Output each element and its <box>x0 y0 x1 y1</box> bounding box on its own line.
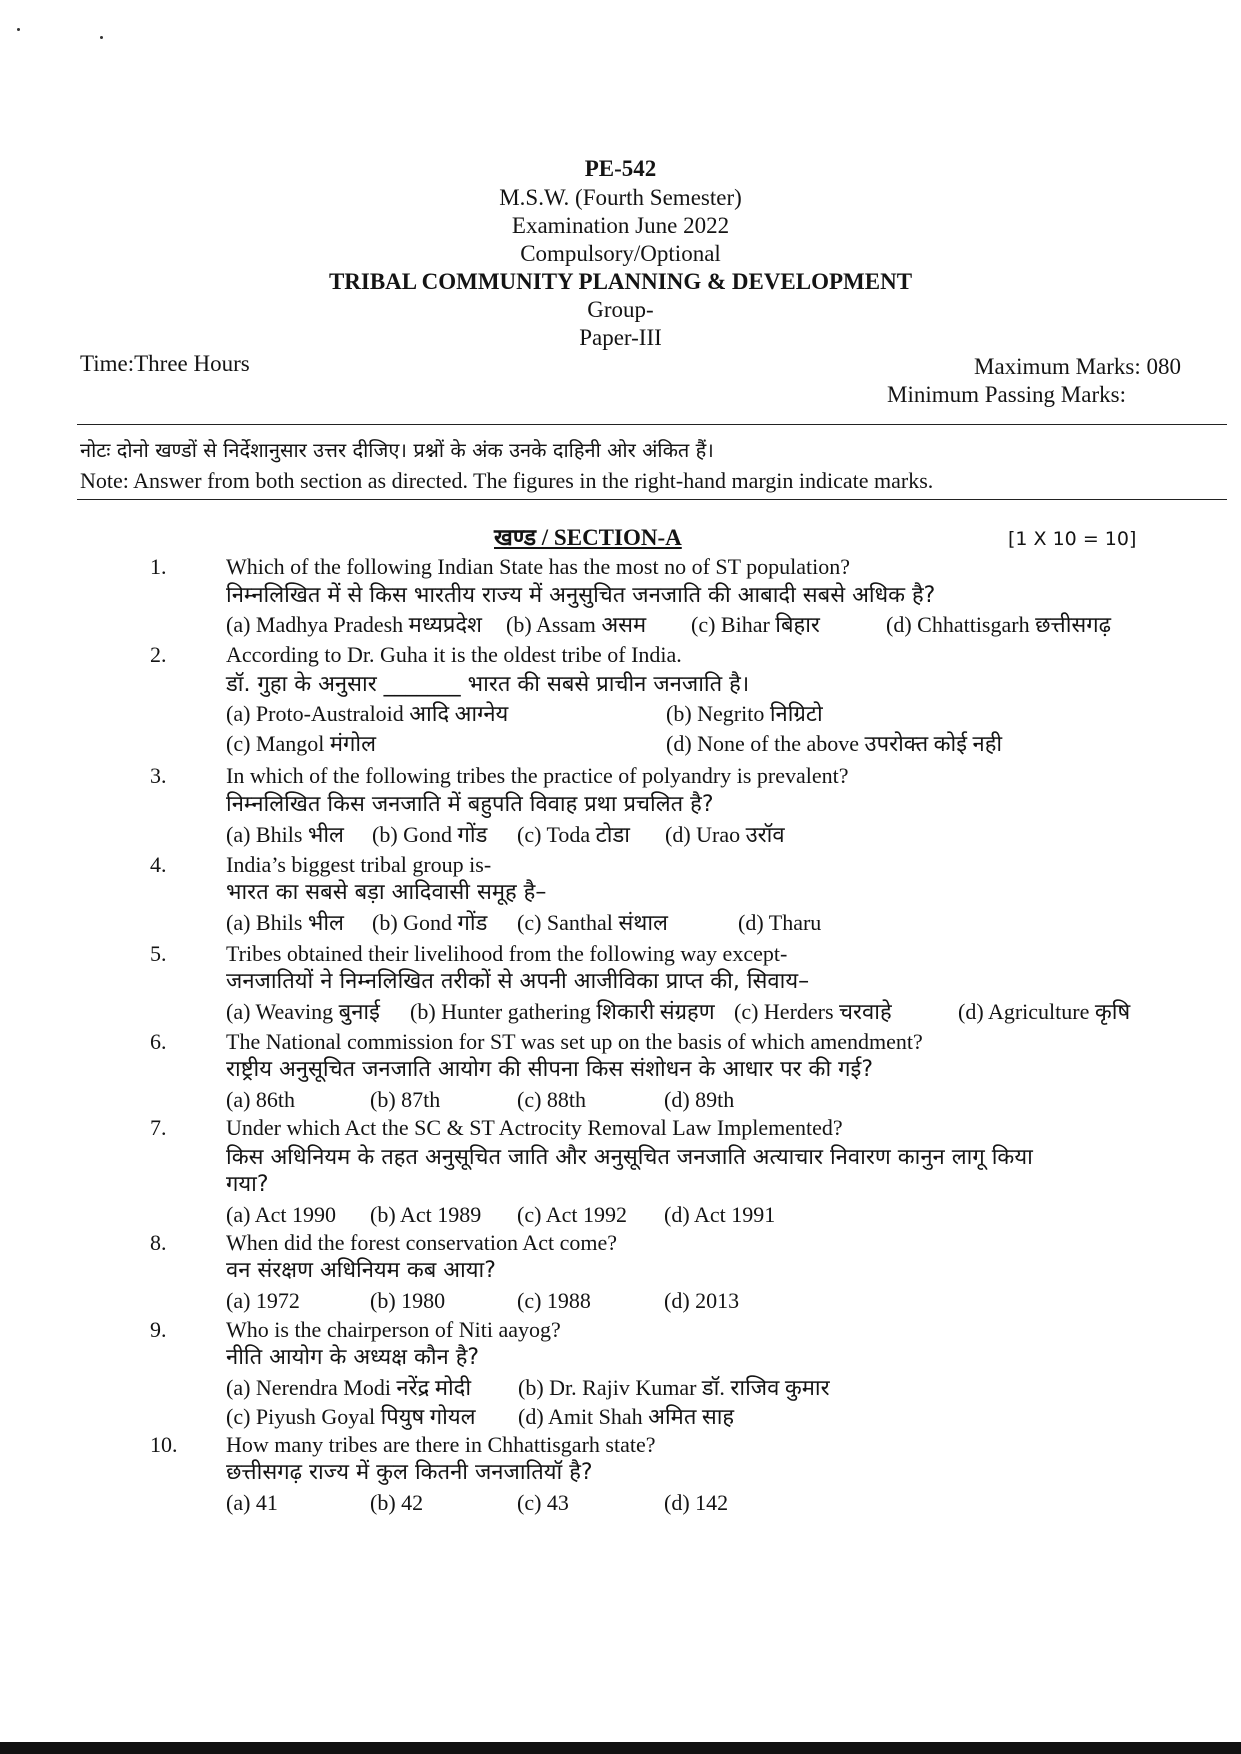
scan-speck <box>100 36 103 39</box>
subject-title: TRIBAL COMMUNITY PLANNING & DEVELOPMENT <box>328 269 913 294</box>
option-b: (b) 42 <box>370 1490 424 1515</box>
question-text-en: Tribes obtained their livelihood from the following way except- <box>226 941 788 966</box>
option-b: (b) Act 1989 <box>370 1202 482 1227</box>
option-a: (a) Act 1990 <box>226 1202 336 1227</box>
question-number: 1. <box>150 554 167 579</box>
scan-speck <box>17 28 20 31</box>
question-number: 10. <box>150 1432 178 1457</box>
question-text-hi: वन संरक्षण अधिनियम कब आया? <box>226 1258 496 1283</box>
question-number: 2. <box>150 642 167 667</box>
option-d: (d) Chhattisgarh छत्तीसगढ़ <box>886 612 1112 637</box>
question-text-hi: निम्नलिखित में से किस भारतीय राज्य में अनुसुचित जनजाति की आबादी सबसे अधिक है? <box>226 583 936 608</box>
minimum-passing-marks: Minimum Passing Marks: <box>887 382 1126 407</box>
option-a: (a) 41 <box>226 1490 278 1515</box>
group-label: Group- <box>587 297 654 322</box>
question-text-en: The National commission for ST was set up on the basis of which amendment? <box>226 1029 923 1054</box>
section-marks: [1 X 10 = 10] <box>1008 528 1137 550</box>
exam-session: Examination June 2022 <box>511 213 730 238</box>
question-text-en: How many tribes are there in Chhattisgarh state? <box>226 1432 656 1457</box>
option-a: (a) Weaving बुनाई <box>226 999 380 1024</box>
option-d: (d) Tharu <box>738 910 822 935</box>
option-a: (a) Nerendra Modi नरेंद्र मोदी <box>226 1375 472 1400</box>
paper-type: Compulsory/Optional <box>520 241 721 266</box>
option-a: (a) 86th <box>226 1087 296 1112</box>
option-d: (d) Urao उरॉव <box>665 822 785 847</box>
option-b: (b) Dr. Rajiv Kumar डॉ. राजिव कुमार <box>518 1375 830 1400</box>
note-hindi: नोटः दोनो खण्डों से निर्देशानुसार उत्तर दीजिए। प्रश्नों के अंक उनके दाहिनी ओर अंकित हैं। <box>80 438 714 462</box>
question-text-hi: नीति आयोग के अध्यक्ष कौन है? <box>226 1345 480 1370</box>
question-number: 3. <box>150 763 167 788</box>
option-b: (b) Gond गोंड <box>372 822 488 847</box>
divider-bottom <box>77 499 1227 500</box>
question-text-en: When did the forest conservation Act come? <box>226 1230 617 1255</box>
option-d: (d) 142 <box>664 1490 729 1515</box>
question-text-en: India’s biggest tribal group is- <box>226 852 492 877</box>
option-d: (d) None of the above उपरोक्त कोई नही <box>666 731 1003 756</box>
option-c: (c) Bihar बिहार <box>691 612 820 637</box>
question-number: 9. <box>150 1317 167 1342</box>
paper-number: Paper-III <box>579 325 662 350</box>
option-a: (a) Proto-Australoid आदि आग्नेय <box>226 701 509 726</box>
question-text-en: Who is the chairperson of Niti aayog? <box>226 1317 561 1342</box>
option-d: (d) Act 1991 <box>664 1202 776 1227</box>
option-c: (c) Herders चरवाहे <box>734 999 892 1024</box>
time-allowed: Time:Three Hours <box>80 351 250 376</box>
option-b: (b) Assam असम <box>506 612 647 637</box>
question-text-hi: किस अधिनियम के तहत अनुसूचित जाति और अनुसूचित जनजाति अत्याचार निवारण कानुन लागू किया <box>226 1145 1033 1170</box>
option-a: (a) Madhya Pradesh मध्यप्रदेश <box>226 612 483 637</box>
maximum-marks: Maximum Marks: 080 <box>974 354 1181 379</box>
scan-edge <box>0 1742 1241 1754</box>
question-text-en: Under which Act the SC & ST Actrocity Removal Law Implemented? <box>226 1115 843 1140</box>
option-b: (b) Negrito निग्रिटो <box>666 701 823 726</box>
option-a: (a) Bhils भील <box>226 910 344 935</box>
option-d: (d) 2013 <box>664 1288 740 1313</box>
question-text-en: In which of the following tribes the practice of polyandry is prevalent? <box>226 763 849 788</box>
option-c: (c) 88th <box>517 1087 587 1112</box>
option-c: (c) 43 <box>517 1490 569 1515</box>
question-text-hi: छत्तीसगढ़ राज्य में कुल कितनी जनजातियॉ है? <box>226 1460 593 1485</box>
option-c: (c) Piyush Goyal पियुष गोयल <box>226 1404 476 1429</box>
option-d: (d) Amit Shah अमित साह <box>518 1404 735 1429</box>
question-text-hi: निम्नलिखित किस जनजाति में बहुपति विवाह प्रथा प्रचलित है? <box>226 792 714 817</box>
option-c: (c) Toda टोडा <box>517 822 630 847</box>
option-c: (c) 1988 <box>517 1288 591 1313</box>
section-title: खण्ड / SECTION-A <box>494 525 682 550</box>
option-c: (c) Act 1992 <box>517 1202 627 1227</box>
note-english: Note: Answer from both section as directed. The figures in the right-hand margin indicate marks. <box>80 468 934 493</box>
paper-code: PE-542 <box>584 156 657 181</box>
option-a: (a) Bhils भील <box>226 822 344 847</box>
question-text-en: According to Dr. Guha it is the oldest tribe of India. <box>226 642 682 667</box>
question-number: 6. <box>150 1029 167 1054</box>
question-number: 4. <box>150 852 167 877</box>
option-a: (a) 1972 <box>226 1288 300 1313</box>
question-number: 5. <box>150 941 167 966</box>
question-text-hi: भारत का सबसे बड़ा आदिवासी समूह है– <box>226 880 547 905</box>
course-name: M.S.W. (Fourth Semester) <box>499 185 742 210</box>
question-text-hi: जनजातियों ने निम्नलिखित तरीकों से अपनी आजीविका प्राप्त की, सिवाय– <box>226 969 810 994</box>
option-b: (b) 87th <box>370 1087 441 1112</box>
question-text-hi-cont: गया? <box>226 1172 269 1197</box>
question-number: 7. <box>150 1115 167 1140</box>
question-text-hi: डॉ. गुहा के अनुसार _______ भारत की सबसे प्राचीन जनजाति है। <box>226 672 750 697</box>
option-c: (c) Mangol मंगोल <box>226 731 377 756</box>
option-d: (d) Agriculture कृषि <box>958 999 1131 1024</box>
question-number: 8. <box>150 1230 167 1255</box>
option-c: (c) Santhal संथाल <box>517 910 668 935</box>
option-b: (b) Gond गोंड <box>372 910 488 935</box>
option-b: (b) 1980 <box>370 1288 446 1313</box>
question-text-hi: राष्ट्रीय अनुसूचित जनजाति आयोग की सीपना किस संशोधन के आधार पर की गई? <box>226 1057 874 1082</box>
option-d: (d) 89th <box>664 1087 735 1112</box>
option-b: (b) Hunter gathering शिकारी संग्रहण <box>410 999 715 1024</box>
divider-top <box>77 424 1227 425</box>
question-text-en: Which of the following Indian State has the most no of ST population? <box>226 554 851 579</box>
